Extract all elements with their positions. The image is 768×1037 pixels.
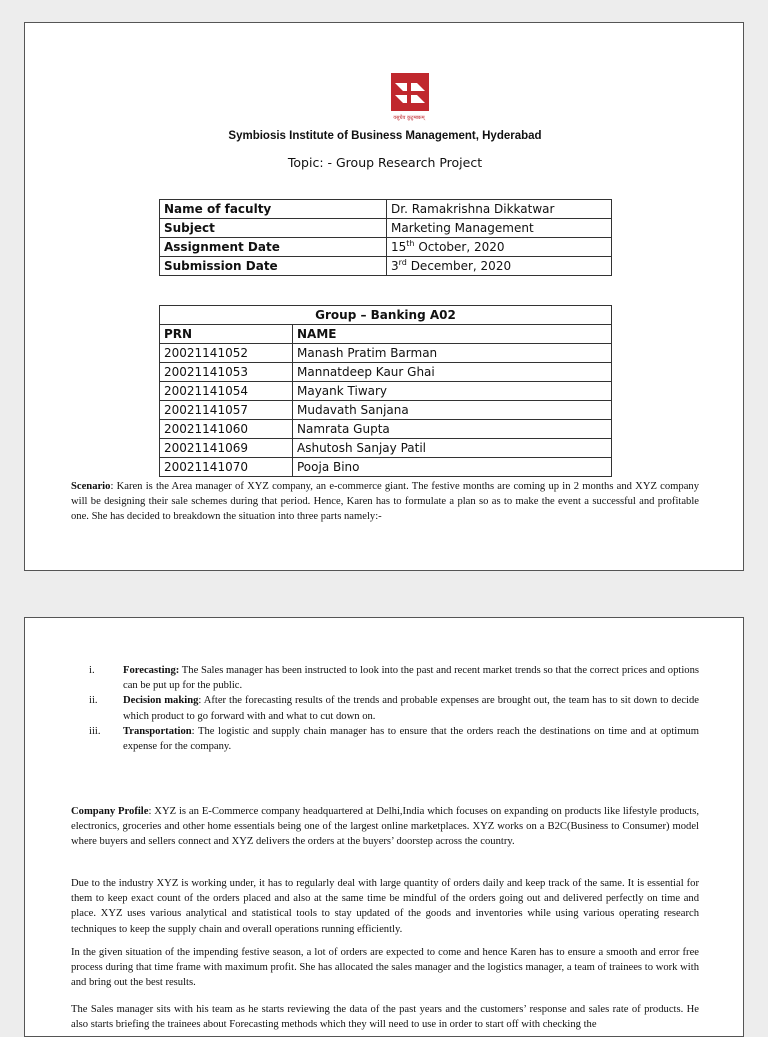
member-prn: 20021141054 bbox=[160, 382, 293, 401]
logo-motto: वसुधैव कुटुम्बकम् bbox=[393, 115, 425, 121]
list-item-label: Transportation bbox=[123, 725, 192, 737]
group-title: Group – Banking A02 bbox=[160, 306, 612, 325]
member-name: Pooja Bino bbox=[293, 458, 612, 477]
info-label: Subject bbox=[160, 219, 387, 238]
member-prn: 20021141069 bbox=[160, 439, 293, 458]
document-page-1 bbox=[24, 22, 744, 571]
table-row bbox=[160, 325, 612, 344]
list-item-text: : After the forecasting results of the trends and probable expenses are brought out, the team has to sit down to decide which product to go forward with and what to cut down on. bbox=[123, 695, 699, 722]
group-table bbox=[159, 305, 612, 477]
list-item bbox=[71, 663, 699, 693]
member-name: Mannatdeep Kaur Ghai bbox=[293, 363, 612, 382]
scenario-text: : Karen is the Area manager of XYZ company, an e-commerce giant. The festive months are coming up in 2 months and XYZ company will be designing their sale schemes during that period. Hence, Karen has to formulate a plan so as to make the event a successful and profitable one. She has decided to breakdown the situation into three parts namely:- bbox=[71, 481, 699, 523]
list-item bbox=[71, 724, 699, 754]
situation-paragraph: In the given situation of the impending festive season, a lot of orders are expected to come and hence Karen has to ensure a smooth and error free process during that time frame with maximum profit. She has allocated the sales manager and the logistics manager, a team of trainees to work with and bring out the best results. bbox=[71, 947, 699, 989]
list-number: i. bbox=[89, 665, 95, 676]
company-profile-text: : XYZ is an E-Commerce company headquartered at Delhi,India which focuses on expanding on products like lifestyle products, electronics, groceries and other home essentials being one of the largest online marketplaces. XYZ works on a B2C(Business to Consumer) model where buyers and sellers connect and XYZ delivers the orders at the buyers’ doorstep across the country. bbox=[71, 806, 699, 848]
numbered-list bbox=[71, 663, 699, 754]
institute-name: Symbiosis Institute of Business Management, Hyderabad bbox=[228, 130, 542, 142]
column-header-name: NAME bbox=[293, 325, 612, 344]
member-name: Manash Pratim Barman bbox=[293, 344, 612, 363]
info-value: 15th October, 2020 bbox=[387, 238, 612, 257]
list-number: ii. bbox=[89, 695, 98, 707]
info-label: Name of faculty bbox=[160, 200, 387, 219]
scenario-paragraph bbox=[71, 479, 699, 525]
member-prn: 20021141060 bbox=[160, 420, 293, 439]
table-row bbox=[160, 458, 612, 477]
list-item bbox=[71, 693, 699, 723]
member-prn: 20021141070 bbox=[160, 458, 293, 477]
info-label: Submission Date bbox=[160, 257, 387, 276]
scenario-label: Scenario bbox=[71, 481, 111, 492]
table-row bbox=[160, 363, 612, 382]
info-value: Marketing Management bbox=[387, 219, 612, 238]
company-profile-label: Company Profile bbox=[71, 806, 149, 817]
table-row bbox=[160, 238, 612, 257]
document-page-2 bbox=[24, 617, 744, 1037]
list-item-text: : The logistic and supply chain manager has to ensure that the orders reach the destinations on time and at optimum expense for the company. bbox=[123, 725, 699, 753]
info-value: Dr. Ramakrishna Dikkatwar bbox=[387, 200, 612, 219]
sales-manager-paragraph: The Sales manager sits with his team as he starts reviewing the data of the past years and the customers’ response and sales rate of products. He also starts briefing the trainees about Forecasting methods which they will need to use in order to start off with checking the bbox=[71, 1004, 699, 1031]
column-header-prn: PRN bbox=[160, 325, 293, 344]
symbiosis-logo bbox=[387, 71, 433, 117]
topic-title: Topic: - Group Research Project bbox=[287, 155, 483, 170]
list-number: iii. bbox=[89, 725, 101, 737]
list-item-text: The Sales manager has been instructed to look into the past and recent market trends so that the correct prices and options can be put up for the public. bbox=[123, 665, 699, 692]
table-row bbox=[160, 382, 612, 401]
table-row bbox=[160, 257, 612, 276]
member-prn: 20021141057 bbox=[160, 401, 293, 420]
member-prn: 20021141052 bbox=[160, 344, 293, 363]
table-row bbox=[160, 439, 612, 458]
member-prn: 20021141053 bbox=[160, 363, 293, 382]
table-row bbox=[160, 401, 612, 420]
info-label: Assignment Date bbox=[160, 238, 387, 257]
industry-paragraph: Due to the industry XYZ is working under, it has to regularly deal with large quantity of orders daily and keep track of the same. It is essential for them to keep exact count of the orders placed and also at the same time be mindful of the orders going out and delivered perfectly on time and place. XYZ uses various analytical and statistical tools to stay updated of the goods and inventories while using various operating research techniques to keep the supply chain and overall operations running efficiently. bbox=[71, 878, 699, 935]
info-value: 3rd December, 2020 bbox=[387, 257, 612, 276]
table-row bbox=[160, 420, 612, 439]
member-name: Mudavath Sanjana bbox=[293, 401, 612, 420]
company-profile-paragraph bbox=[71, 804, 699, 850]
list-item-label: Decision making bbox=[123, 695, 199, 707]
member-name: Ashutosh Sanjay Patil bbox=[293, 439, 612, 458]
member-name: Namrata Gupta bbox=[293, 420, 612, 439]
table-row bbox=[160, 219, 612, 238]
info-table bbox=[159, 199, 612, 276]
table-row bbox=[160, 306, 612, 325]
table-row bbox=[160, 344, 612, 363]
member-name: Mayank Tiwary bbox=[293, 382, 612, 401]
list-item-label: Forecasting: bbox=[123, 665, 180, 676]
table-row bbox=[160, 200, 612, 219]
